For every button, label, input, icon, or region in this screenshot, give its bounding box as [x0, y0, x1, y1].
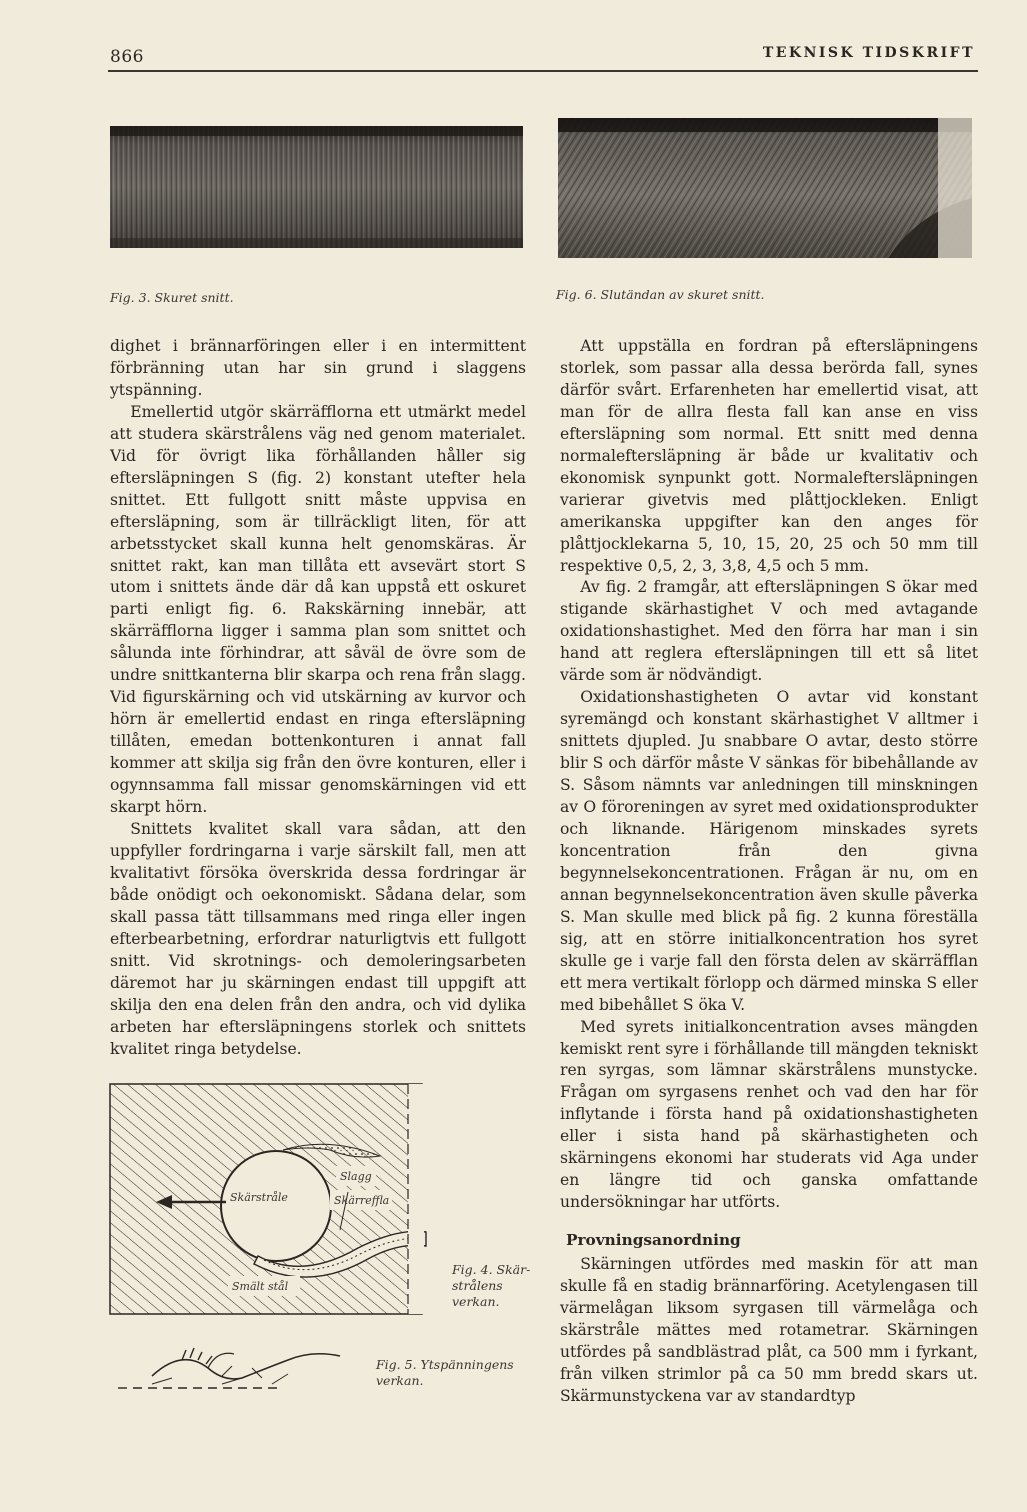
- paragraph: Emellertid utgör skärräfflorna ett utmärkt medel att studera skärstrålens väg ned genom materialet. Vid för övrigt lika förhållanden håller sig eftersläpningen S (fig. 2) konstant utefter hela snittet. Ett fullgott snitt måste uppvisa en eftersläpning, som är tillräckligt liten, för att arbetsstycket skall kunna helt genomskäras. Är snittet rakt, kan man tillåta ett avsevärt stort S utom i snittets ände där då kan uppstå ett oskuret parti enligt fig. 6. Rakskärning innebär, att skärräfflorna ligger i samma plan som snittet och sålunda inte förhindrar, att såväl de övre som de undre snittkanterna blir skarpa och rena från slagg. Vid figurskärning och vid utskärning av kurvor och hörn är emellertid endast en ringa eftersläpning tillåten, emedan bottenkonturen i annat fall kommer att skilja sig från den övre konturen, eller i ogynnsamma fall missar genomskärningen vid ett skarpt hörn.: [110, 402, 526, 817]
- paragraph: Att uppställa en fordran på eftersläpningens storlek, som passar alla dessa berörda fall, synes därför svårt. Erfarenheten har emellertid visat, att man för de allra flesta fall kan anse en viss eftersläpning som normal. Ett snitt med denna normaleftersläpning är både ur kvalitativ och ekonomisk synpunkt gott. Normaleftersläpningen varierar givetvis med plåttjockleken. Enligt amerikanska uppgifter kan den anges för plåttjocklekarna 5, 10, 15, 20, 25 och 50 mm till respektive 0,5, 2, 3, 3,8, 4,5 och 5 mm.: [560, 337, 978, 575]
- page-number: 866: [110, 47, 144, 67]
- label-skarreffla: Skärreffla: [334, 1194, 390, 1207]
- fig6-photo: [558, 118, 972, 258]
- fig3-caption: Fig. 3. Skuret snitt.: [110, 290, 234, 305]
- fig3-photo: [110, 126, 523, 248]
- paragraph: dighet i brännarföringen eller i en intermittent förbränning utan har sin grund i slaggens ytspänning.: [110, 337, 526, 399]
- fig6-caption: Fig. 6. Slutändan av skuret snitt.: [556, 287, 765, 302]
- paragraph: Snittets kvalitet skall vara sådan, att den uppfyller fordringarna i varje särskilt fall, men att kvalitativt försöka överskrida dessa fordringar är både onödigt och oekonomiskt. Sådana delar, som skall passa tätt tillsammans med ringa eller ingen efterbearbetning, erfordrar naturligtvis ett fullgott snitt. Vid skrotnings- och demoleringsarbeten däremot har ju skärningen endast till uppgift att skilja den ena delen från den andra, och vid dylika arbeten har eftersläpningens storlek och snittets kvalitet ringa betydelse.: [110, 819, 526, 1058]
- fig5-diagram: [112, 1338, 342, 1398]
- paragraph: Oxidationshastigheten O avtar vid konstant syremängd och konstant skärhastighet V alltmer i snittets djupled. Ju snabbare O avtar, desto större blir S och därför måste V sänkas för bibehållande av S. Såsom nämnts var anledningen till minskningen av O föroreningen av syret med oxidationsprodukter och liknande. Härigenom minskades syrets koncentration från den givna begynnelsekoncentrationen. Frågan är nu, om en annan begynnelsekoncentration även skulle påverka S. Man skulle med blick på fig. 2 kunna föreställa sig, att en större initialkoncentration hos syret skulle ge i varje fall den första delen av skärräfflan ett mera vertikalt förlopp och därmed minska S eller med bibehållet S öka V.: [560, 688, 978, 1014]
- label-smalt-stal: Smält stål: [232, 1280, 289, 1293]
- paragraph: Skärningen utfördes med maskin för att man skulle få en stadig brännarföring. Acetylengasen till värmelågan liksom syrgasen till värmelåga och skärstråle mättes med rotametrar. Skärningen utfördes på sandblästrad plåt, ca 500 mm i fyrkant, från vilken strimlor på ca 50 mm bredd skars ut. Skärmunstyckena var av standardtyp: [560, 1255, 978, 1405]
- fig4-diagram: [108, 1080, 428, 1324]
- fig4-caption: Fig. 4. Skär- strålens verkan.: [452, 1262, 531, 1309]
- journal-title: TEKNISK TIDSKRIFT: [762, 45, 975, 61]
- label-slagg: Slagg: [340, 1170, 372, 1183]
- label-skarstrale: Skärstråle: [230, 1191, 288, 1204]
- fig5-caption: Fig. 5. Ytspänningens verkan.: [376, 1357, 514, 1388]
- paragraph: Med syrets initialkoncentration avses mängden kemiskt rent syre i förhållande till mängden tekniskt ren syrgas, som lämnar skärstrålens munstycke. Frågan om syrgasens renhet och vad den har för inflytande i första hand på oxidationshastigheten eller i sista hand på skärhastigheten och skärningens ekonomi har studerats vid Aga under en längre tid och ganska omfattande undersökningar har utförts.: [560, 1017, 978, 1212]
- section-heading: Provningsanordning: [566, 1231, 741, 1250]
- right-column: [560, 336, 978, 1408]
- header-rule: [108, 70, 978, 72]
- left-column: [110, 336, 526, 1060]
- paragraph: Av fig. 2 framgår, att eftersläpningen S ökar med stigande skärhastighet V och med avtagande oxidationshastighet. Med den förra har man i sin hand att reglera eftersläpningen till ett så litet värde som är nödvändigt.: [560, 578, 978, 685]
